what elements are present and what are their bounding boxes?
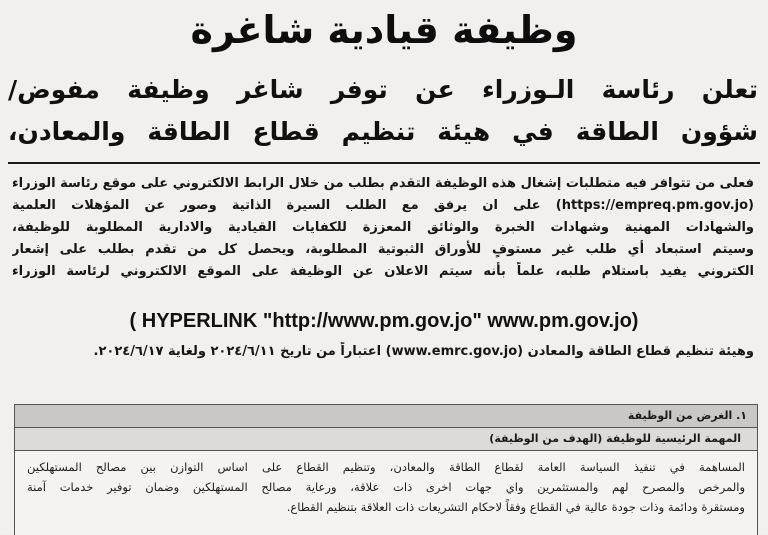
body-line-dates: وهيئة تنظيم قطاع الطاقة والمعادن (www.emrc.gov.jo) اعتباراً من تاريخ ٢٠٢٤/٦/١١ ولغاية ٢٠٢٤/٦/١٧. — [93, 344, 754, 359]
body-line-2: (https://empreq.pm.gov.jo) على ان يرفق مع الطلب السيرة الذاتية وصور عن المؤهلات العلمية — [12, 198, 754, 213]
body-line-3: والشهادات المهنية وشهادات الخبرة والوثائق المعززة للكفايات القيادية والادارية المطلوبة للوظيفة، — [12, 220, 754, 235]
job-purpose-line-3: ومستقرة ودائمة وذات جودة عالية في القطاع وفقاً لاحكام التشريعات ذات العلاقة بتنظيم القطاع. — [286, 500, 745, 514]
job-description-table — [14, 404, 758, 535]
body-line-4: وسيتم استبعاد أي طلب غير مستوفٍ للأوراق الثبوتية المطلوبة، ويحصل كل من تقدم بطلب على إشعار — [12, 242, 754, 257]
body-line-5: الكتروني يفيد باستلام طلبه، علماً بأنه سيتم الاعلان عن الوظيفة على الموقع الالكتروني لرئاسة الوزراء — [12, 264, 754, 279]
subsection-title: المهمة الرئيسية للوظيفة (الهدف من الوظيفة) — [15, 428, 757, 451]
headline-line-2: شؤون الطاقة في هيئة تنظيم قطاع الطاقة والمعادن، — [8, 117, 758, 146]
pm-website-link[interactable]: ( HYPERLINK "http://www.pm.gov.jo" www.pm.gov.jo) — [129, 310, 639, 332]
job-purpose-line-2: والمرخص والمصرح لهم والمستثمرين واي جهات اخرى ذات علاقة، ورعاية مصالح المستهلكين وضمان توفير خدمات آمنة — [27, 480, 745, 494]
divider — [8, 162, 760, 164]
job-purpose-line-1: المساهمة في تنفيذ السياسة العامة لقطاع الطاقة والمعادن، وتنظيم القطاع على اساس التوازن بين مصالح المستهلكين — [27, 460, 745, 474]
headline-line-1: تعلن رئاسة الـوزراء عن توفر شاغر وظيفة مفوض/ — [8, 75, 758, 104]
body-line-1: فعلى من تتوافر فيه متطلبات إشغال هذه الوظيفة التقدم بطلب من خلال الرابط الالكتروني على موقع رئاسة الوزراء — [12, 176, 754, 191]
advertisement-title: وظيفة قيادية شاغرة — [190, 8, 578, 52]
job-purpose-text — [15, 451, 757, 517]
section-title: ١. الغرض من الوظيفة — [15, 405, 757, 428]
